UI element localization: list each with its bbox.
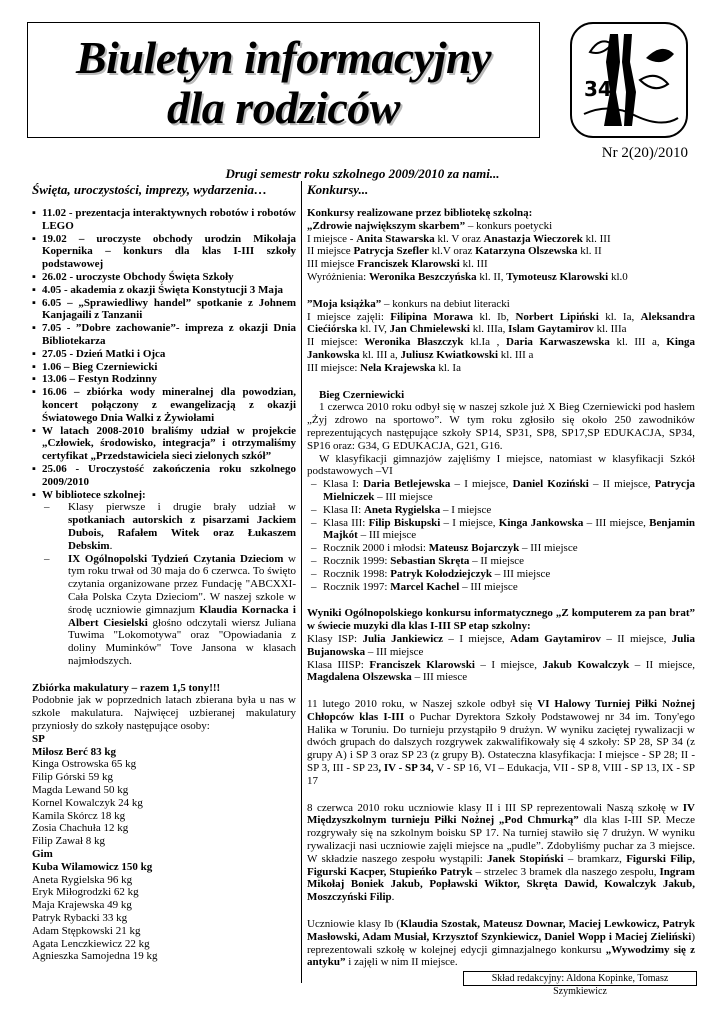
semester-heading: Drugi semestr roku szkolnego 2009/2010 za nami...	[225, 166, 500, 181]
column-divider	[301, 181, 302, 983]
b: Kinga Jankowska	[498, 516, 584, 529]
sp-item: Kornel Kowalczyk 24 kg	[32, 796, 143, 809]
gim-item: Aneta Rygielska 96 kg	[32, 873, 133, 886]
b: Jakub Kowalczyk	[542, 658, 630, 671]
t: Klasa III:	[323, 516, 369, 529]
t: Wyróżnienia:	[307, 270, 369, 283]
sp-item: Kinga Ostrowska 65 kg	[32, 758, 137, 771]
event-item: ▪ W latach 2008-2010 braliśmy udział w projekcie „Człowiek, środowisko, integracja” i otrzymaliśmy certyfikat „Przedstawiciela sieci zielonych szkół”	[32, 425, 296, 463]
library-text: .	[109, 539, 113, 552]
zdrowie-title: „Zdrowie największym skarbem”	[307, 219, 466, 232]
ksiazka-place-1	[307, 311, 695, 337]
event-item: ▪ 4.05 - akademia z okazji Święta Konstytucji 3 Maja	[32, 284, 296, 297]
b: Patrycja Szefler	[353, 245, 429, 258]
right-column	[307, 207, 695, 969]
left-column	[32, 207, 296, 963]
b: Islam Gaytamirov	[508, 323, 594, 336]
library-bold: spotkaniach autorskich z pisarzami Jackiem Dubois, Rafałem Witek oraz Łukaszem Debskim	[68, 514, 296, 552]
event-item: ▪ 13.06 – Festyn Rodzinny	[32, 373, 296, 386]
collection-text: Podobnie jak w poprzednich latach zbierana była u nas w szkole makulatura. Najwięcej uzbieranej makulatury przyniosły do szkoły następujące osoby:	[32, 694, 296, 733]
t: .	[391, 891, 395, 904]
b: Weronika Błaszczyk	[364, 336, 464, 349]
events-list	[32, 207, 296, 501]
zdrowie-place-1	[307, 233, 695, 246]
b: Kinga Jankowska	[307, 336, 695, 361]
gim-item: Agata Lenczkiewicz 22 kg	[32, 937, 150, 950]
b: Patrycja Mielniczek	[323, 478, 696, 503]
event-item: ▪ 19.02 – uroczyste obchody urodzin Mikołaja Kopernika – konkurs dla klas I-III szkoły podstawowej	[32, 233, 296, 271]
t: i zajęli w nim II miejsce.	[345, 956, 458, 969]
library-text: głośno odczytali wiersz Juliana Tuwima "Lokomotywa" oraz "Opowiadania z doliny Muminków" Tove Jansona w klasach najmłodszych.	[68, 616, 296, 667]
b: Mateusz Bojarczyk	[428, 542, 520, 555]
b: Weronika Beszczyńska	[368, 270, 477, 283]
ksiazka-place-3	[307, 362, 695, 375]
b: Julia Bujanowska	[307, 632, 695, 658]
b: Aleksandra Ciećiórska	[307, 310, 695, 336]
gim-label: Gim	[32, 848, 53, 861]
sp-item: Filip Górski 59 kg	[32, 771, 113, 784]
t: kl.Ia ,	[463, 336, 507, 349]
bieg-text-1: 1 czerwca 2010 roku odbył się w naszej szkole już X Bieg Czerniewicki pod hasłem „Żyj zdrowo na sportowo”. W tym roku zgłosiło się około 250 zawodników reprezentujących następujące szkoły SP14, SP31, SP8, SP17,SP EDUKACJA, SP34, SP16 oraz: G34, G EDUKACJA, G21, G16.	[307, 401, 695, 452]
gim-item: Agnieszka Samojedna 19 kg	[32, 950, 158, 963]
event-item: ▪ 16.06 – zbiórka wody mineralnej dla powodzian, koncert połączony z ewangelizacją z okazji Światowego Dnia Walki z Żywiołami	[32, 386, 296, 424]
t: – I miejsce	[440, 503, 492, 516]
editorial-footer: Skład redakcyjny: Aldona Kopinke, Tomasz Szymkiewicz	[463, 971, 697, 986]
t: I miejsce -	[307, 232, 357, 245]
b: Jan Chmielewski	[389, 323, 470, 336]
t: II miejsce:	[307, 336, 365, 349]
bieg-result	[307, 542, 695, 555]
b: Figurski Filip, Figurski Kacper, Stupieńko Patryk	[307, 852, 695, 878]
t: – III miesce	[411, 671, 468, 684]
b: IV Międzyszkolnym turnieju Piłki Nożnej „Pod Chmurką”	[307, 801, 695, 827]
b: Ingram Mikołaj Boniek Jakub, Popławski Wiktor, Skręta Dawid, Kowalczyk Jakub, Moszczyński Filip	[307, 865, 695, 904]
b: Klaudia Szostak, Mateusz Downar, Maciej Lewkowicz, Patryk Masłowski, Adam Musiał, Krzysztof Szynkiewicz, Daniel Wopp i Maciej Zieliński	[307, 918, 695, 943]
t: – III miejsce	[357, 529, 417, 542]
t: kl. V oraz	[434, 232, 484, 245]
t: – strzelec 3 bramek dla naszego zespołu,	[472, 865, 660, 878]
t: – II miejsce,	[629, 658, 695, 671]
b: Anita Stawarska	[356, 232, 435, 245]
library-text: w tym roku trwał od 30 maja do 6 czerwca. To święto czytania organizowane przez Fundację "ABCXXI- Cała Polska Czyta Dzieciom". W naszej szkole w środę uczniowie gimnazjum	[68, 552, 296, 616]
left-column-heading: Święta, uroczystości, imprezy, wydarzenia…	[32, 182, 267, 197]
sp-top: Miłosz Berć 83 kg	[32, 745, 117, 758]
ksiazka-title	[307, 298, 695, 311]
b: Sebastian Skręta	[390, 554, 470, 567]
b: Marcel Kachel	[390, 580, 460, 593]
issue-number: Nr 2(20)/2010	[601, 145, 688, 161]
t: – I miejsce,	[443, 632, 511, 645]
library-bold: IX Ogólnopolski Tydzień Czytania Dzieciom	[68, 552, 284, 565]
t: – III miejsce	[519, 542, 578, 555]
bieg-results	[307, 478, 695, 593]
t: Uczniowie klasy Ib (	[307, 918, 401, 931]
t: kl. IIIa	[593, 323, 627, 336]
t: – III miejsce	[491, 567, 551, 580]
bieg-result	[307, 517, 695, 543]
t: – I miejsce,	[474, 658, 543, 671]
b: Daniel Koziński	[512, 478, 589, 491]
gim-item: Adam Stępkowski 21 kg	[32, 924, 141, 937]
b: Juliusz Kwiatkowski	[400, 348, 499, 361]
t: II miejsce	[307, 245, 354, 258]
t: kl. III	[582, 232, 611, 245]
gim-top: Kuba Wilamowicz 150 kg	[32, 860, 153, 873]
library-list	[42, 501, 296, 667]
bieg-result	[307, 555, 695, 568]
t: – konkurs na debiut literacki	[381, 297, 510, 310]
t: 11 lutego 2010 roku, w Naszej szkole odbył się	[307, 698, 538, 711]
bieg-result	[307, 504, 695, 517]
library-text: Klasy pierwsze i drugie brały udział w	[68, 501, 296, 514]
t: kl.0	[608, 270, 628, 283]
t: o Puchar Dyrektora Szkoły Podstawowej nr 34 im. Tony'ego Halika w Toruniu. Do turnieju przystąpiło 9 drużyn. W wyniku zaciętej rywalizacji w dwóch grupach do dalszych rozgrywek zakwalifikowały się 4 szkoły: SP 28, SP 34 (z grupy A) i SP 3 oraz SP 23 (z grupy B). Ostateczna klasyfikacja: I miejsce - SP 28; II - SP 3, III - SP 23	[307, 710, 695, 775]
t: Rocznik 2000 i młodsi:	[323, 542, 429, 555]
library-item-authors	[42, 501, 296, 552]
t: – II miejsce,	[588, 478, 655, 491]
school-logo	[570, 22, 688, 138]
title-line-2: dla rodziców	[167, 82, 400, 133]
b: Adam Gaytamirov	[510, 632, 601, 645]
t: kl. III	[459, 258, 488, 271]
b: Patryk Kołodziejczyk	[390, 567, 492, 580]
t: III miejsce	[307, 258, 358, 271]
ksiazka-place-2	[307, 336, 695, 362]
t: kl. Ia,	[598, 310, 641, 323]
event-item: ▪ 11.02 - prezentacja interaktywnych robotów i robotów LEGO	[32, 207, 296, 233]
t: kl. III a,	[359, 348, 401, 361]
zdrowie-line	[307, 220, 695, 233]
gim-item: Maja Krajewska 49 kg	[32, 899, 132, 912]
lib-contests-title: Konkursy realizowane przez bibliotekę szkolną:	[307, 207, 533, 219]
b: Aneta Rygielska	[363, 503, 441, 516]
b: Franciszek Klarowski	[357, 258, 460, 271]
zdrowie-place-3	[307, 258, 695, 271]
t: – III miejsce	[365, 645, 424, 658]
b: Daria Karwaszewska	[506, 336, 610, 349]
informatyka-title: Wyniki Ogólnopolskiego konkursu informatycznego „Z komputerem za pan brat” w świecie muzyki dla klas I-III SP etap szkolny:	[307, 607, 695, 633]
b: Filipina Morawa	[390, 310, 474, 323]
b: Katarzyna Olszewska	[475, 245, 578, 258]
collection-heading: Zbiórka makulatury – razem 1,5 tony!!!	[32, 681, 221, 694]
informatyka-line-1	[307, 633, 695, 659]
bieg-result	[307, 581, 695, 594]
title-line-1: Biuletyn informacyjny	[76, 32, 491, 83]
informatyka-line-2	[307, 659, 695, 685]
bieg-result	[307, 568, 695, 581]
halowy-paragraph	[307, 698, 695, 788]
library-item-reading-week	[42, 553, 296, 668]
t: – III miejsce	[459, 580, 518, 593]
b: Anastazja Wieczorek	[483, 232, 583, 245]
event-item: ▪ W bibliotece szkolnej:	[32, 489, 296, 502]
b: Janek Stopiński	[487, 852, 564, 865]
right-column-heading: Konkursy...	[307, 182, 369, 197]
t: – III miejsce	[374, 490, 433, 503]
b: ”Moja książka”	[307, 297, 382, 310]
zdrowie-place-2	[307, 245, 695, 258]
event-item: ▪ 25.06 - Uroczystość zakończenia roku szkolnego 2009/2010	[32, 463, 296, 489]
t: Rocznik 1997:	[323, 580, 391, 593]
t: – I miejsce,	[440, 516, 499, 529]
sp-item: Zosia Chachuła 12 kg	[32, 822, 129, 835]
event-item: ▪ 6.05 – „Sprawiedliwy handel” spotkanie z Johnem Kanjagaili z Tanzanii	[32, 297, 296, 323]
t: Rocznik 1998:	[323, 567, 391, 580]
b: Daria Betlejewska	[363, 478, 451, 491]
gim-item: Eryk Miłogrodzki 62 kg	[32, 886, 139, 899]
b: Norbert Lipiński	[515, 310, 599, 323]
b: „Wywodzimy się z antyku”	[307, 943, 696, 969]
title-box	[27, 22, 540, 138]
t: kl. II,	[476, 270, 507, 283]
t: Klasa I:	[323, 478, 364, 491]
event-item: ▪ 26.02 - uroczyste Obchody Święta Szkoły	[32, 271, 296, 284]
b: , IV - SP 34,	[378, 762, 434, 775]
zdrowie-distinctions	[307, 271, 695, 284]
t: – III miejsce,	[583, 516, 650, 529]
t: III miejsce:	[307, 361, 361, 374]
event-item: ▪ 7.05 - ”Dobre zachowanie”- impreza z okazji Dnia Bibliotekarza	[32, 322, 296, 348]
t: 8 czerwca 2010 roku uczniowie klasy II i III SP reprezentowali Naszą szkołę w	[307, 801, 683, 814]
wywodzimy-paragraph	[307, 918, 695, 969]
bieg-title: Bieg Czerniewicki	[319, 388, 405, 401]
t: kl. Ia	[435, 361, 461, 374]
school-logo-icon	[570, 22, 688, 138]
t: V - SP 16, VI – Edukacja, VII - SP 8, VIII - SP 13, IX - SP 17	[307, 762, 695, 787]
t: kl. IV,	[357, 323, 390, 336]
zdrowie-rest: – konkurs poetycki	[465, 219, 553, 232]
b: VI Halowy Turniej Piłki Nożnej Chłopców klas I-III	[307, 698, 695, 723]
t: ) reprezentowali szkołę w kolejnej edycji gimnazjalnego konkursu	[307, 930, 695, 956]
t: I miejsce zajęli:	[307, 310, 391, 323]
t: kl. II	[577, 245, 602, 258]
t: – bramkarz,	[563, 852, 627, 865]
t: – II miejsce	[469, 554, 525, 567]
event-item: ▪ 27.05 - Dzień Matki i Ojca	[32, 348, 296, 361]
b: Franciszek Klarowski	[369, 658, 475, 671]
b: Benjamin Majkót	[323, 516, 696, 542]
b: Tymoteusz Klarowski	[506, 270, 609, 283]
gim-item: Patryk Rybacki 33 kg	[32, 912, 128, 925]
t: Klasa IIISP:	[307, 658, 370, 671]
bieg-text-2: W klasyfikacji gimnazjów zajęliśmy I miejsce, natomiast w klasyfikacji Szkół podstawowych –VI	[307, 452, 695, 478]
t: kl.V oraz	[428, 245, 476, 258]
event-item: ▪ 1.06 – Bieg Czerniewicki	[32, 361, 296, 374]
b: Filip Biskupski	[368, 516, 441, 529]
bieg-result	[307, 478, 695, 504]
sp-item: Magda Lewand 50 kg	[32, 784, 129, 797]
t: kl. Ib,	[473, 310, 516, 323]
sp-item: Filip Zawał 8 kg	[32, 835, 106, 848]
library-bold: Klaudia Kornacka i Albert Ciesielski	[68, 603, 296, 629]
t: Rocznik 1999:	[323, 554, 391, 567]
b: Julia Jankiewicz	[362, 632, 444, 645]
t: kl. IIIa,	[469, 323, 509, 336]
sp-label: SP	[32, 732, 45, 745]
t: dla klas I-III SP. Mecze rozgrywały się na szkolnym boisku SP 17. Na turniej stawiło się 7 drużyn. W wyniku rywalizacji nasi uczniowie zajęli miejsce na „pudle”. Zdobyliśmy puchar za 3 miejsce. W składzie naszego zespołu wystąpili:	[307, 814, 695, 865]
t: kl. III a	[498, 348, 534, 361]
t: kl. III a,	[609, 336, 667, 349]
t: Klasa II:	[323, 503, 364, 516]
sp-item: Kamila Skórcz 18 kg	[32, 809, 126, 822]
t: – I miejsce,	[450, 478, 513, 491]
b: Magdalena Olszewska	[307, 671, 412, 684]
b: Nela Krajewska	[360, 361, 436, 374]
logo-number: 34	[584, 77, 612, 101]
t: – II miejsce,	[600, 632, 672, 645]
t: Klasy ISP:	[307, 632, 363, 645]
chmurka-paragraph	[307, 802, 695, 904]
